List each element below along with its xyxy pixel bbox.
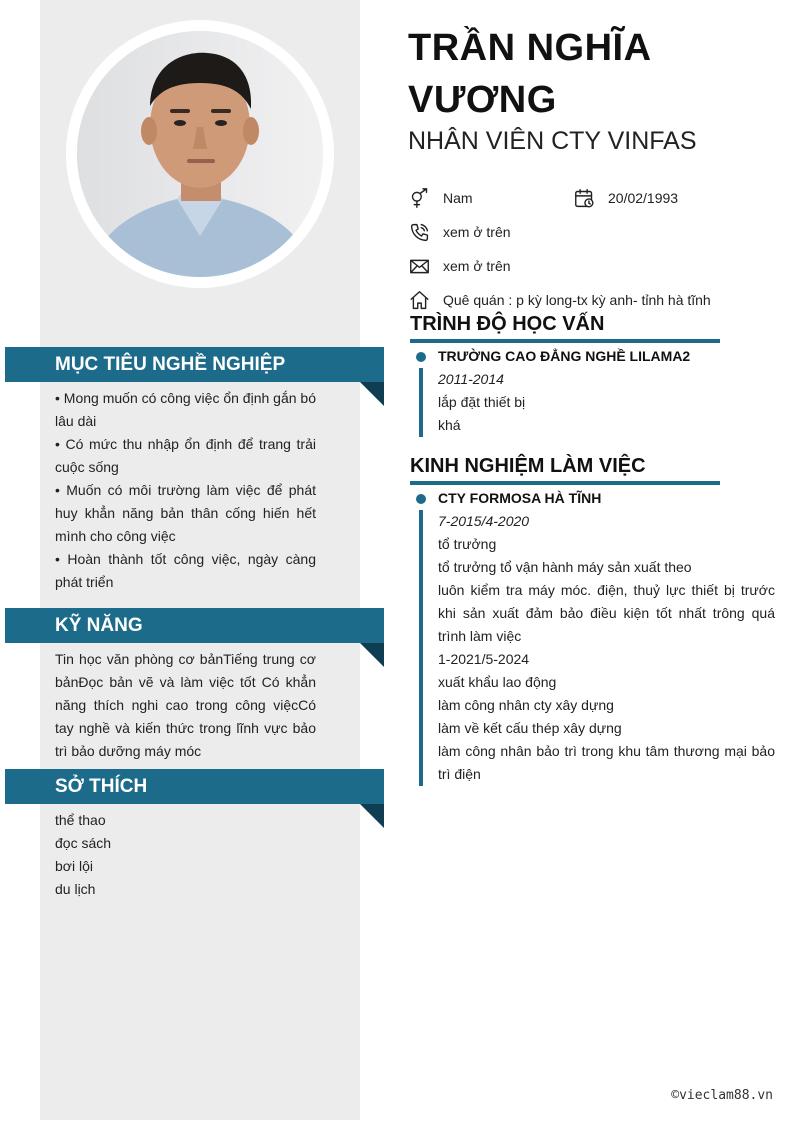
school-name: TRƯỜNG CAO ĐẲNG NGHỀ LILAMA2 xyxy=(438,348,691,364)
experience-timeline-line xyxy=(419,510,423,786)
objective-heading-fold xyxy=(360,382,384,406)
birthday-row xyxy=(573,186,678,210)
phone-value: xem ở trên xyxy=(443,224,511,240)
company-name: CTY FORMOSA HÀ TĨNH xyxy=(438,490,602,506)
address-row xyxy=(408,288,711,312)
experience-entry xyxy=(438,487,775,786)
address-value: Quê quán : p kỳ long-tx kỳ anh- tỉnh hà tĩnh xyxy=(443,292,711,308)
hobby-item: thể thao xyxy=(55,812,106,828)
email-value: xem ở trên xyxy=(443,258,511,274)
education-grade: khá xyxy=(438,417,461,433)
experience-timeline-dot xyxy=(416,494,426,504)
objective-item: • Muốn có môi trường làm việc để phát huy khẳn năng bản thân cống hiến hết mình cho công việc xyxy=(55,482,316,544)
experience-dates: 7-2015/4-2020 xyxy=(438,513,530,529)
candidate-name: TRẦN NGHĨA VƯƠNG xyxy=(408,27,651,121)
home-icon xyxy=(408,289,430,311)
experience-line: xuất khẩu lao động xyxy=(438,674,557,690)
education-major: lắp đặt thiết bị xyxy=(438,394,526,410)
experience-line: làm công nhân bảo trì trong khu tâm thương mại bảo trì điện xyxy=(438,743,775,782)
hobbies-heading-fold xyxy=(360,804,384,828)
experience-line: tổ trưởng xyxy=(438,536,497,552)
experience-line: làm về kết cấu thép xây dựng xyxy=(438,720,622,736)
experience-line: 1-2021/5-2024 xyxy=(438,651,530,667)
hobby-item: đọc sách xyxy=(55,835,112,851)
experience-line: luôn kiểm tra máy móc. điện, thuỷ lực thiết bị trước khi sản xuất đảm bảo điều kiện tốt nhất trông quá trình làm việc xyxy=(438,582,775,644)
email-row xyxy=(408,254,511,278)
calendar-icon xyxy=(573,187,595,209)
gender-icon xyxy=(408,187,430,209)
hobbies-heading: SỞ THÍCH xyxy=(5,769,384,804)
hobbies-list xyxy=(55,809,316,901)
experience-line: làm công nhân cty xây dựng xyxy=(438,697,614,713)
phone-row xyxy=(408,220,511,244)
gender-value: Nam xyxy=(443,190,473,206)
job-title: NHÂN VIÊN CTY VINFAS xyxy=(408,127,697,155)
skills-heading: KỸ NĂNG xyxy=(5,608,384,643)
watermark: ©vieclam88.vn xyxy=(671,1088,773,1103)
education-dates: 2011-2014 xyxy=(438,371,504,387)
objective-item: • Hoàn thành tốt công việc, ngày càng phát triển xyxy=(55,551,316,590)
hobby-item: du lịch xyxy=(55,881,96,897)
education-timeline-dot xyxy=(416,352,426,362)
gender-row xyxy=(408,186,473,210)
education-entry xyxy=(438,345,775,437)
hobby-item: bơi lội xyxy=(55,858,93,874)
avatar xyxy=(77,31,323,277)
objective-heading: MỤC TIÊU NGHỀ NGHIỆP xyxy=(5,347,384,382)
experience-line: tổ trưởng tổ vận hành máy sản xuất theo xyxy=(438,559,692,575)
objective-item: • Có mức thu nhập ổn định để trang trải cuộc sống xyxy=(55,436,316,475)
objective-item: • Mong muốn có công việc ổn định gắn bó lâu dài xyxy=(55,390,316,429)
experience-heading: KINH NGHIỆM LÀM VIỆC xyxy=(410,454,720,485)
skills-text: Tin học văn phòng cơ bảnTiếng trung cơ bảnĐọc bản vẽ và làm việc tốt Có khẳn năng thích nghi cao trong công việcCó tay nghề và kiến thức trong lĩnh vực bảo trì bảo dưỡng máy móc xyxy=(55,651,316,759)
education-timeline-line xyxy=(419,368,423,437)
skills-heading-fold xyxy=(360,643,384,667)
avatar-photo xyxy=(77,31,323,277)
envelope-icon xyxy=(408,255,430,277)
phone-icon xyxy=(408,221,430,243)
education-heading: TRÌNH ĐỘ HỌC VẤN xyxy=(410,312,720,343)
objective-list xyxy=(55,387,316,594)
birthday-value: 20/02/1993 xyxy=(608,190,679,206)
